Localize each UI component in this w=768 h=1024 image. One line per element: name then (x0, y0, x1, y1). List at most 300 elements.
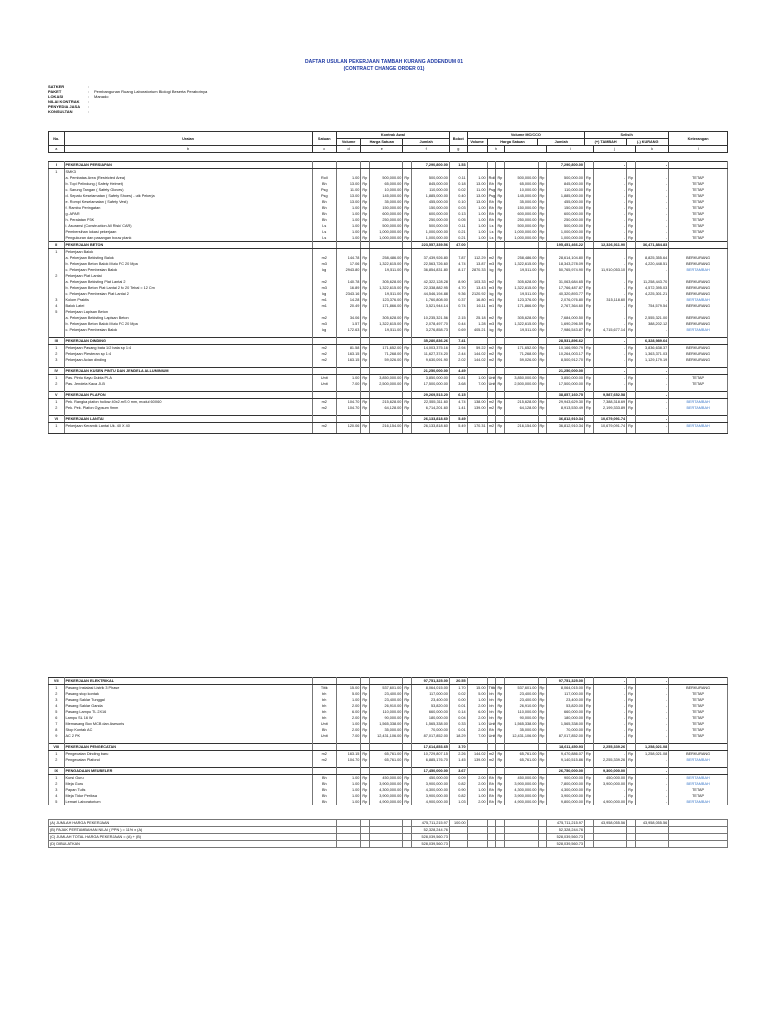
section-row (49, 768, 728, 775)
cell-satuan: bh (312, 709, 336, 715)
cell-rp: Rp (627, 799, 636, 805)
cell-harga-satuan: 65,761.00 (370, 757, 403, 763)
cell-satuan: Bh (312, 217, 336, 223)
cell-volume-mc: 13.43 (467, 285, 487, 291)
cell-satuan-mc: m2 (488, 424, 495, 428)
cell-keterangan: TETAP (669, 199, 728, 205)
empty-cell (361, 827, 370, 834)
cell-jumlah-mc: 29,943,629.30 (547, 399, 585, 406)
cell-rp: Rp (538, 267, 547, 273)
cell-tambah: - (593, 211, 626, 217)
cell-volume-mc: 139.00 (467, 405, 487, 411)
cell-harga-satuan-mc: 64,128.00 (505, 405, 538, 411)
cell-volume-mc: 139.00 (467, 757, 487, 763)
cell-rp: Rp (496, 351, 505, 357)
cell-bobot: 6.15 (449, 392, 467, 399)
empty-cell (467, 841, 487, 848)
cell-satuan-mc: Bh (487, 787, 496, 793)
cell-rp: Rp (585, 351, 594, 357)
cell-rp: Rp (496, 205, 505, 211)
empty-cell (669, 827, 728, 834)
cell-satuan-mc: Bh (487, 211, 496, 217)
cell-harga-satuan: 171,866.00 (370, 303, 403, 309)
cell-satuan-mc: m1 (488, 298, 495, 302)
cell-kurang: - (635, 721, 668, 727)
cell-volume-mc: 1.00 (467, 205, 487, 211)
cell-rp: Rp (585, 787, 594, 793)
cell-rp: Rp (496, 181, 505, 187)
cell-rp: Rp (585, 721, 594, 727)
cell-harga-satuan: 23,400.00 (370, 691, 403, 697)
cell-rp: Rp (538, 279, 547, 285)
cell-harga-satuan: 35,000.00 (370, 727, 403, 733)
cell-jumlah-mc: 36,812,910.34 (547, 423, 585, 430)
summary-label: (D) DIBULATKAN (49, 841, 337, 848)
cell-no: 1 (49, 775, 65, 782)
cell-jumlah-mc: 9,140,515.86 (547, 757, 585, 763)
cell-kurang: 11,258,443.70 (635, 279, 668, 285)
empty-cell (547, 429, 585, 434)
cell-bobot: 8.17 (449, 267, 467, 273)
cell-volume-mc: 2.00 (467, 775, 487, 782)
cell-kurang: 388,202.12 (635, 321, 668, 327)
cell-jumlah-mc: 31,063,684.65 (547, 279, 585, 285)
cell-keterangan: TETAP (669, 709, 728, 715)
cell-volume: 13.00 (336, 181, 360, 187)
cell-rp (496, 368, 505, 375)
cell-rp: Rp (538, 715, 547, 721)
cell-volume-mc: 144.02 (467, 351, 487, 357)
cell-tambah: 315,118.60 (593, 297, 626, 303)
cell-harga-satuan: 150,000.00 (370, 205, 403, 211)
cell-rp: Rp (496, 375, 505, 382)
cell-kurang: - (635, 223, 668, 229)
cell-volume-mc: 1.00 (467, 697, 487, 703)
cell-rp (585, 368, 594, 375)
cell-harga-satuan: 19,511.00 (370, 291, 403, 297)
cell-keterangan: BERKURANG (669, 279, 728, 285)
cell-volume: 1.00 (336, 223, 360, 229)
cell-rp: Rp (585, 709, 594, 715)
cell-kurang: - (635, 405, 668, 411)
cell-kurang: - (635, 727, 668, 733)
cell-tambah: - (593, 285, 626, 291)
empty-cell (361, 820, 370, 827)
cell-kurang: - (635, 193, 668, 199)
header-index-cell: a (49, 146, 65, 153)
cell-rp (627, 392, 636, 399)
cell-volume-mc: 2.00 (467, 727, 487, 733)
cell-volume: 13.00 (336, 193, 360, 199)
cell-rp: Rp (538, 297, 547, 303)
cell-rp: Rp (538, 787, 547, 793)
cell-volume-mc: 1.00 (467, 175, 487, 181)
cell-rp: Rp (361, 799, 370, 805)
cell-rp: Rp (496, 297, 505, 303)
empty-cell (361, 841, 370, 848)
cell-jumlah: 180,000.00 (412, 715, 450, 721)
cell-keterangan: TETAP (669, 223, 728, 229)
cell-rp: Rp (538, 697, 547, 703)
cell-satuan (312, 744, 336, 751)
cell-tambah: - (593, 181, 626, 187)
summary-jumlah-mc: 528,039,560.73 (547, 841, 585, 848)
cell-satuan: Bh (312, 727, 336, 733)
cell-tambah: - (593, 223, 626, 229)
cell-rp: Rp (496, 261, 505, 267)
cell-rp: Rp (538, 799, 547, 805)
cell-keterangan: TETAP (669, 187, 728, 193)
cell-kurang: 4,225,301.21 (635, 291, 668, 297)
cell-tambah: 10,679,091.74 (593, 423, 626, 430)
cell-harga-satuan: 145,000.00 (370, 193, 403, 199)
summary-bobot (449, 834, 467, 841)
cell-jumlah-mc: 2,767,364.60 (547, 303, 585, 309)
cell-uraian: b. Pekerjaan Beton Balok Mutu FC 20 Mpa (64, 321, 312, 327)
empty-cell (585, 841, 594, 848)
cell-harga-satuan-mc (505, 338, 538, 345)
cell-bobot: 0.81 (449, 375, 467, 382)
cell-rp: Rp (627, 351, 636, 357)
cell-volume-mc: 138.00 (467, 399, 487, 406)
empty-cell (538, 429, 547, 434)
cell-keterangan: TETAP (669, 733, 728, 739)
cell-harga-satuan (370, 416, 403, 423)
cell-rp: Rp (403, 235, 412, 242)
cell-harga-satuan-mc: 4,300,000.00 (505, 787, 538, 793)
cell-harga-satuan: 4,900,000.00 (370, 799, 403, 805)
cell-rp: Rp (627, 291, 636, 297)
cell-kurang: - (635, 416, 668, 423)
cell-rp: Rp (403, 691, 412, 697)
cell-jumlah: 42,322,128.28 (412, 279, 450, 285)
cell-bobot: 1.41 (449, 405, 467, 411)
cell-rp: Rp (496, 211, 505, 217)
cell-rp: Rp (361, 727, 370, 733)
cell-rp: Rp (361, 211, 370, 217)
cell-rp (627, 162, 636, 169)
cell-rp (496, 162, 505, 169)
empty-cell (64, 429, 312, 434)
cell-keterangan: TETAP (669, 375, 728, 382)
cell-rp: Rp (361, 181, 370, 187)
cell-rp: Rp (496, 285, 505, 291)
cell-harga-satuan-mc: 1,000,000.00 (505, 229, 538, 235)
cell-bobot: 1.03 (449, 799, 467, 805)
cell-rp (403, 338, 412, 345)
cell-satuan-mc: bh (487, 697, 496, 703)
cell-volume: 1.00 (336, 781, 360, 787)
cell-satuan-mc (487, 416, 496, 423)
cell-volume-mc: 2.00 (467, 781, 487, 787)
cell-rp: Rp (496, 703, 505, 709)
section-row (49, 678, 728, 685)
cell-rp: Rp (538, 751, 547, 758)
cell-harga-satuan: 537,601.00 (370, 685, 403, 692)
cell-uraian: e. Rompi Keselamatan ( Safety Vest) (64, 199, 312, 205)
cell-rp: Rp (538, 223, 547, 229)
cell-harga-satuan-mc (505, 162, 538, 169)
cell-bobot: 0.01 (449, 703, 467, 709)
cell-satuan-mc: kg (487, 267, 496, 273)
cell-rp: Rp (585, 303, 594, 309)
cell-volume-mc: 2.00 (467, 799, 487, 805)
cell-kurang: - (635, 715, 668, 721)
cell-no: 9 (49, 733, 65, 739)
summary-table (48, 819, 728, 848)
header-index-cell: e (361, 146, 403, 153)
cell-satuan-mc: bh (487, 703, 496, 709)
cell-volume: 1.00 (336, 721, 360, 727)
cell-bobot: 9.36 (449, 291, 467, 297)
cell-jumlah-mc: 17,766,487.87 (547, 285, 585, 291)
cell-harga-satuan: 90,000.00 (370, 715, 403, 721)
cell-kurang: 4,572,395.03 (635, 285, 668, 291)
cell-harga-satuan-mc: 2,500,000.00 (505, 381, 538, 387)
cell-bobot: 2.02 (449, 357, 467, 363)
cell-kurang: 8,825,355.64 (635, 255, 668, 261)
cell-rp: Rp (361, 375, 370, 382)
empty-cell (403, 834, 412, 841)
cell-harga-satuan-mc: 10,000.00 (505, 187, 538, 193)
cell-bobot: 4.70 (449, 285, 467, 291)
cell-jumlah-mc: 10,264,003.17 (547, 351, 585, 357)
cell-uraian: Pas. Jendela Kaca JI-B (64, 381, 312, 387)
cell-satuan: Bh (312, 793, 336, 799)
cell-rp: Rp (361, 715, 370, 721)
cell-volume: 2343.16 (336, 291, 360, 297)
cell-harga-satuan-mc: 26,910.00 (505, 703, 538, 709)
empty-cell (370, 834, 403, 841)
summary-bobot (449, 841, 467, 848)
cell-kurang: - (635, 781, 668, 787)
cell-rp: Rp (627, 261, 636, 267)
cell-harga-satuan-mc: 537,601.00 (505, 685, 538, 692)
cell-rp: Rp (361, 399, 370, 406)
cell-volume: 11.00 (336, 187, 360, 193)
cell-keterangan: TETAP (669, 787, 728, 793)
cell-rp: Rp (538, 193, 547, 199)
cell-jumlah-mc: 500,000.00 (547, 175, 585, 181)
cell-keterangan (669, 338, 728, 345)
header-volume: Volume (336, 139, 360, 146)
cell-rp (627, 338, 636, 345)
cell-jumlah: 4,900,000.00 (412, 799, 450, 805)
cell-satuan: Psg (312, 193, 336, 199)
cell-bobot: 0.01 (449, 727, 467, 733)
cell-volume-mc: 2870.33 (467, 267, 487, 273)
cell-rp: Rp (403, 315, 412, 321)
cell-rp: Rp (627, 321, 636, 327)
cell-keterangan: BERKURANG (669, 685, 728, 692)
cell-rp (403, 162, 412, 169)
cell-uraian: Pengecatan Plafond (64, 757, 312, 763)
empty-cell (403, 841, 412, 848)
cell-harga-satuan: 64,128.00 (370, 405, 403, 411)
empty-cell (487, 827, 496, 834)
cell-rp: Rp (361, 691, 370, 697)
cell-volume-mc (467, 768, 487, 775)
cell-rp: Rp (627, 255, 636, 261)
cell-jumlah: 14,003,375.16 (412, 345, 450, 352)
cell-kurang: - (635, 678, 668, 685)
cell-rp (361, 242, 370, 249)
cell-rp (361, 678, 370, 685)
cell-rp: Rp (496, 357, 505, 363)
cell-rp: Rp (538, 709, 547, 715)
cell-rp (361, 368, 370, 375)
cell-rp: Rp (403, 697, 412, 703)
cell-jumlah: 223,557,339.56 (412, 242, 450, 249)
cell-rp: Rp (403, 175, 412, 181)
cell-volume: 140.78 (336, 279, 360, 285)
cell-satuan: m1 (312, 297, 336, 303)
cell-rp (496, 338, 505, 345)
cell-rp: Rp (361, 685, 370, 692)
cell-satuan-mc: Titik (488, 686, 496, 690)
empty-cell (505, 820, 538, 827)
cell-jumlah: 22,563,726.60 (412, 261, 450, 267)
cell-harga-satuan-mc: 90,000.00 (505, 715, 538, 721)
cell-jumlah-mc: 600,000.00 (547, 211, 585, 217)
cell-rp: Rp (627, 229, 636, 235)
info-key: KONSULTAN (48, 109, 73, 114)
cell-volume-mc (467, 416, 487, 423)
cell-rp: Rp (627, 303, 636, 309)
cell-harga-satuan-mc: 71,268.00 (505, 351, 538, 357)
cell-harga-satuan: 123,376.00 (370, 297, 403, 303)
cell-rp: Rp (585, 217, 594, 223)
cell-rp: Rp (361, 291, 370, 297)
cell-harga-satuan: 3,900,000.00 (370, 781, 403, 787)
cell-jumlah-mc: 150,000.00 (547, 205, 585, 211)
cell-volume: 1.00 (336, 175, 360, 181)
info-colon: : (88, 94, 90, 99)
cell-rp: Rp (538, 793, 547, 799)
empty-cell (336, 841, 360, 848)
cell-satuan-mc: m2 (488, 352, 495, 356)
cell-bobot: 8.90 (449, 279, 467, 285)
cell-harga-satuan-mc: 305,628.00 (505, 315, 538, 321)
cell-harga-satuan: 1,565,338.00 (370, 721, 403, 727)
cell-satuan-mc (487, 242, 496, 249)
cell-rp (538, 338, 547, 345)
cell-rp: Rp (627, 381, 636, 387)
cell-kurang: 1,258,021.08 (635, 751, 668, 758)
cell-rp: Rp (403, 703, 412, 709)
cell-satuan-mc: Bh (487, 217, 496, 223)
cell-satuan-mc: m2 (488, 400, 495, 404)
cell-satuan: m3 (312, 321, 336, 327)
cell-rp: Rp (403, 327, 412, 333)
cell-uraian: Pasang stop kontak (64, 691, 312, 697)
cell-volume: 81.58 (336, 345, 360, 352)
cell-rp: Rp (538, 327, 547, 333)
cell-rp: Rp (496, 721, 505, 727)
cell-volume: 1.00 (336, 793, 360, 799)
cell-volume: 1.00 (336, 787, 360, 793)
cell-tambah: - (593, 303, 626, 309)
empty-cell (467, 834, 487, 841)
empty-cell (487, 841, 496, 848)
cell-volume: 7.00 (336, 733, 360, 739)
cell-volume: 1.57 (336, 321, 360, 327)
cell-harga-satuan: 12,431,106.00 (370, 733, 403, 739)
cell-rp: Rp (585, 193, 594, 199)
cell-tambah: 2,255,339.26 (593, 757, 626, 763)
cell-rp: Rp (403, 303, 412, 309)
cell-tambah: - (593, 691, 626, 697)
cell-rp: Rp (361, 327, 370, 333)
cell-volume-mc: 2.00 (467, 703, 487, 709)
cell-rp (496, 678, 505, 685)
cell-rp: Rp (627, 205, 636, 211)
cell-rp: Rp (403, 345, 412, 352)
header-index-cell: l (669, 146, 728, 153)
cell-rp: Rp (585, 187, 594, 193)
empty-cell (505, 827, 538, 834)
header-volume-mc: Volume MC/CCO (467, 132, 584, 139)
cell-satuan: bh (312, 697, 336, 703)
cell-volume: 1.00 (336, 235, 360, 242)
cell-uraian: PEKERJAAN LANTAI (64, 416, 312, 423)
cell-keterangan: TETAP (669, 217, 728, 223)
summary-row (49, 841, 728, 848)
cell-harga-satuan: 71,268.00 (370, 351, 403, 357)
cell-rp: Rp (496, 787, 505, 793)
cell-rp: Rp (361, 255, 370, 261)
cell-bobot: 20.55 (449, 678, 467, 685)
cell-kurang: - (635, 691, 668, 697)
cell-volume-mc: 112.29 (467, 255, 487, 261)
cell-keterangan (669, 368, 728, 375)
cell-no: 3 (49, 697, 65, 703)
cell-rp: Rp (627, 691, 636, 697)
cell-rp: Rp (403, 297, 412, 303)
empty-cell (538, 841, 547, 848)
cell-tambah: - (593, 751, 626, 758)
cell-harga-satuan-mc (505, 242, 538, 249)
cell-harga-satuan-mc: 215,628.00 (505, 399, 538, 406)
cell-satuan-mc: m2 (488, 316, 495, 320)
cell-jumlah: 3,900,000.00 (412, 781, 450, 787)
cell-tambah: - (593, 187, 626, 193)
cell-harga-satuan: 110,000.00 (370, 709, 403, 715)
cell-jumlah: 1,760,808.00 (412, 297, 450, 303)
cell-rp: Rp (496, 697, 505, 703)
cell-satuan: Bh (312, 211, 336, 217)
section-row (49, 368, 728, 375)
empty-cell (505, 841, 538, 848)
header-keterangan: Keterangan (669, 132, 728, 146)
cell-no: IX (49, 768, 65, 775)
cell-jumlah-mc: 87,017,852.00 (547, 733, 585, 739)
cell-rp (403, 368, 412, 375)
cell-jumlah-mc: 2,076,076.80 (547, 297, 585, 303)
cell-rp: Rp (585, 211, 594, 217)
cell-satuan: Bh (312, 199, 336, 205)
summary-kurang: 43,958,055.56 (635, 820, 668, 827)
cell-tambah: - (593, 321, 626, 327)
empty-cell (627, 429, 636, 434)
cell-volume-mc: 170.31 (467, 423, 487, 430)
cell-rp: Rp (496, 775, 505, 782)
cell-satuan-mc: m3 (488, 286, 495, 290)
cell-rp: Rp (403, 255, 412, 261)
cell-kurang: - (635, 162, 668, 169)
cell-uraian: Lampu SL 16 W (64, 715, 312, 721)
cell-satuan: Ls (312, 229, 336, 235)
